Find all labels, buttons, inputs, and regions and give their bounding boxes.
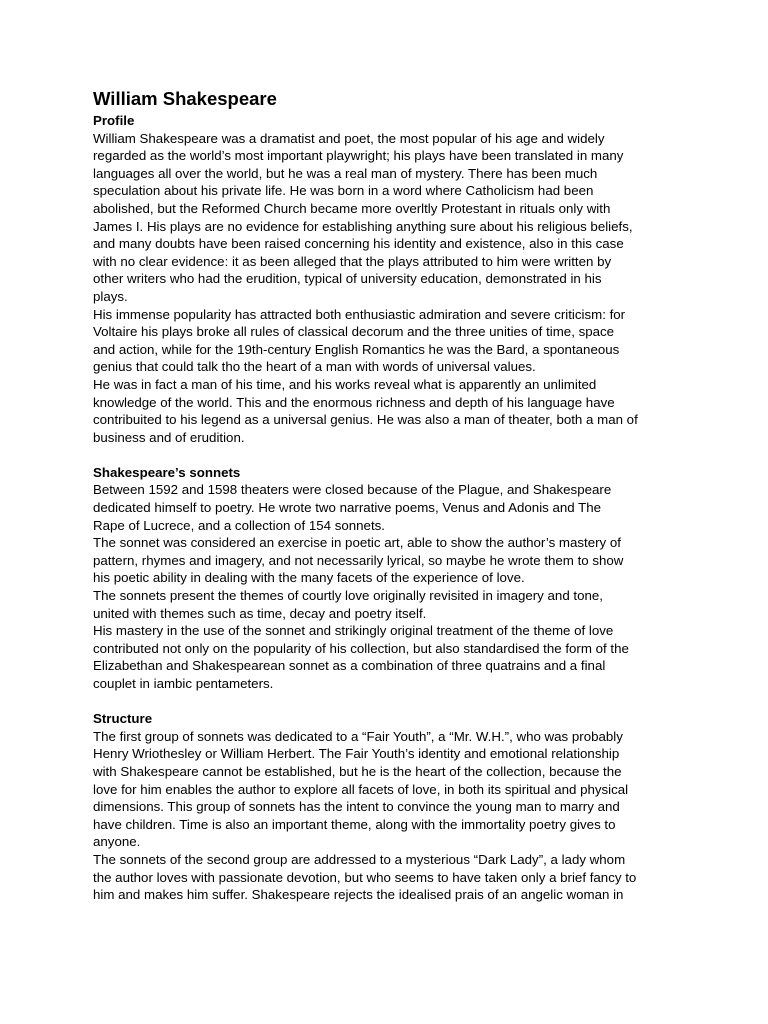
body-text-line: The sonnets of the second group are addressed to a mysterious “Dark Lady”, a lady whom <box>93 851 626 867</box>
body-text-line: The sonnets present the themes of courtly love originally revisited in imagery and tone, <box>93 588 603 604</box>
body-text-line: with no clear evidence: it as been alleged that the plays attributed to him were written by <box>93 253 612 269</box>
body-text-line: and many doubts have been raised concerning his identity and existence, also in this case <box>93 236 624 252</box>
body-text-line: united with themes such as time, decay and poetry itself. <box>93 605 427 621</box>
body-text-line: Elizabethan and Shakespearean sonnet as a combination of three quatrains and a final <box>93 658 606 674</box>
body-text-line: Henry Wriothesley or William Herbert. The Fair Youth’s identity and emotional relationship <box>93 746 620 762</box>
section-profile <box>93 112 683 446</box>
body-text-line: and action, while for the 19th-century English Romantics he was the Bard, a spontaneous <box>93 341 620 357</box>
body-text-line: His immense popularity has attracted both enthusiastic admiration and severe criticism: for <box>93 306 626 322</box>
body-text-line: anyone. <box>93 834 141 850</box>
body-text-line: regarded as the world’s most important playwright; his plays have been translated in many <box>93 148 624 164</box>
body-text-line: Voltaire his plays broke all rules of classical decorum and the three unities of time, space <box>93 324 615 340</box>
body-text-line: the author loves with passionate devotion, but who seems to have taken only a brief fancy to <box>93 869 637 885</box>
section-body <box>93 481 683 692</box>
body-text-line: The sonnet was considered an exercise in poetic art, able to show the author’s mastery of <box>93 535 621 551</box>
body-text-line: love for him enables the author to explore all facets of love, in both its spiritual and physical <box>93 781 629 797</box>
body-text-line: dedicated himself to poetry. He wrote two narrative poems, Venus and Adonis and The <box>93 500 602 516</box>
section-heading: Structure <box>93 711 153 727</box>
body-text-line: with Shakespeare cannot be established, but he is the heart of the collection, because the <box>93 763 622 779</box>
body-text-line: William Shakespeare was a dramatist and poet, the most popular of his age and widely <box>93 130 605 146</box>
body-text-line: He was in fact a man of his time, and his works reveal what is apparently an unlimited <box>93 376 597 392</box>
body-text-line: abolished, but the Reformed Church became more overltly Protestant in rituals only with <box>93 200 611 216</box>
body-text-line: pattern, rhymes and imagery, and not necessarily lyrical, so maybe he wrote them to show <box>93 552 624 568</box>
body-text-line: Rape of Lucrece, and a collection of 154 sonnets. <box>93 517 385 533</box>
body-text-line: contribuited to his legend as a universal genius. He was also a man of theater, both a man of <box>93 412 638 428</box>
section-body <box>93 728 683 904</box>
section-heading: Shakespeare’s sonnets <box>93 464 241 480</box>
body-text-line: His mastery in the use of the sonnet and strikingly original treatment of the theme of love <box>93 623 614 639</box>
document-title: William Shakespeare <box>93 88 277 109</box>
body-text-line: languages all over the world, but he was a real man of mystery. There has been much <box>93 165 598 181</box>
document-page <box>93 88 683 904</box>
body-text-line: couplet in iambic pentameters. <box>93 676 274 691</box>
section-sonnets <box>93 464 683 693</box>
section-body <box>93 130 683 447</box>
body-text-line: plays. <box>93 288 128 304</box>
body-text-line: Between 1592 and 1598 theaters were closed because of the Plague, and Shakespeare <box>93 482 612 498</box>
body-text-line: other writers who had the erudition, typical of university education, demonstrated in his <box>93 271 602 287</box>
body-text-line: James I. His plays are no evidence for establishing anything sure about his religious beliefs, <box>93 218 633 234</box>
body-text-line: have children. Time is also an important theme, along with the immortality poetry gives to <box>93 816 616 832</box>
body-text-line: The first group of sonnets was dedicated to a “Fair Youth”, a “Mr. W.H.”, who was probably <box>93 728 623 744</box>
body-text-line: speculation about his private life. He was born in a word where Catholicism had been <box>93 183 594 199</box>
body-text-line: knowledge of the world. This and the enormous richness and depth of his language have <box>93 394 615 410</box>
section-heading: Profile <box>93 113 135 128</box>
body-text-line: business and of erudition. <box>93 429 245 445</box>
body-text-line: dimensions. This group of sonnets has the intent to convince the young man to marry and <box>93 799 620 815</box>
body-text-line: him and makes him suffer. Shakespeare rejects the idealised prais of an angelic woman in <box>93 887 624 903</box>
body-text-line: genius that could talk tho the heart of a man with words of universal values. <box>93 359 536 375</box>
body-text-line: his poetic ability in dealing with the many facets of the experience of love. <box>93 570 525 586</box>
body-text-line: contributed not only on the popularity of his collection, but also standardised the form of the <box>93 640 629 656</box>
section-structure <box>93 710 683 904</box>
